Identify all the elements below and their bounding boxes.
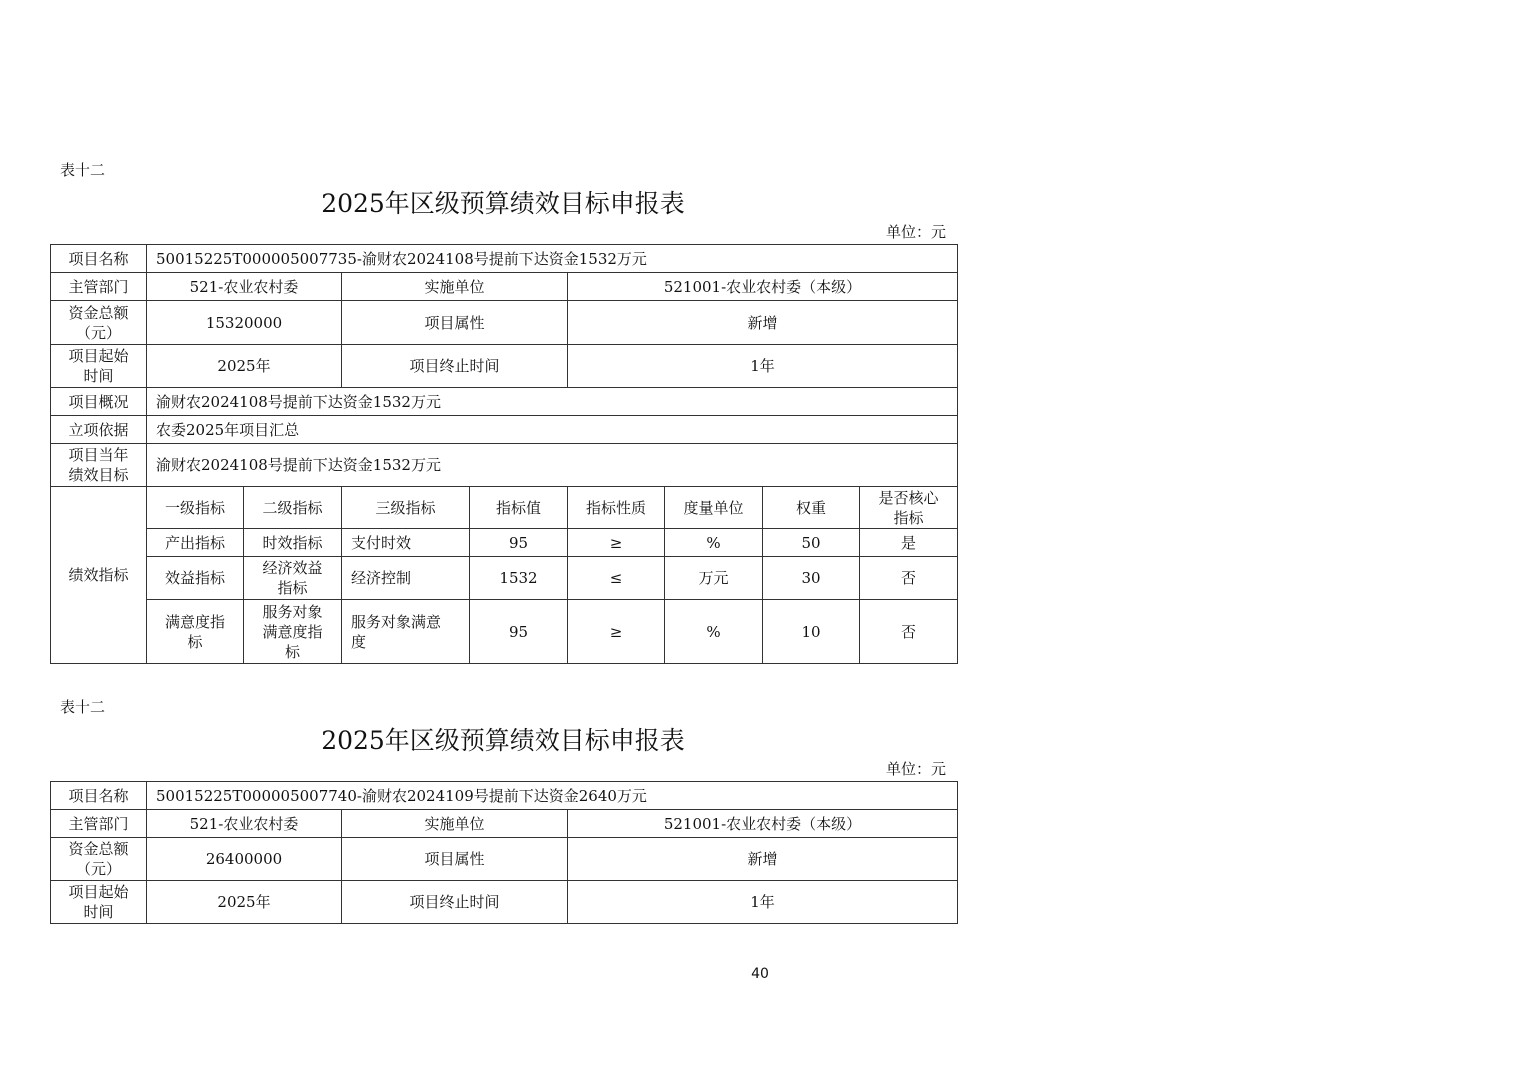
project-name: 50015225T000005007740-渝财农2024109号提前下达资金2640万元 [147,782,958,810]
table-row [51,245,958,273]
cell-label-line: 项目起始 [68,347,129,365]
cell-label [51,838,147,881]
cell-label: 项目终止时间 [342,345,568,388]
indicator-l3: 经济控制 [342,557,470,600]
table-row [51,838,958,881]
funds-value: 15320000 [147,301,342,345]
indicator-l2 [244,557,342,600]
budget-table-2 [50,781,958,924]
indicator-value: 95 [470,529,568,557]
indicator-l3: 支付时效 [342,529,470,557]
indicator-l2-line: 经济效益 [262,559,323,577]
indicator-l2-line: 指标 [277,579,308,597]
dept-value: 521-农业农村委 [147,810,342,838]
cell-label: 实施单位 [342,810,568,838]
unit-label: 单位：元 [885,760,946,778]
indicator-value: 1532 [470,557,568,600]
end-value: 1年 [568,345,958,388]
cell-label: 主管部门 [51,810,147,838]
page-title: 2025年区级预算绩效目标申报表 [321,189,685,218]
cell-label: 实施单位 [342,273,568,301]
cell-label-line: 资金总额 [68,303,129,322]
indicator-l2-line: 满意度指 [262,622,323,641]
cell-label: 项目名称 [51,245,147,273]
indicator-l2 [244,600,342,664]
column-header-line: 指标 [893,508,924,527]
table-row [51,444,958,487]
table-row [51,345,958,388]
project-name: 50015225T000005007735-渝财农2024108号提前下达资金1532万元 [147,245,958,273]
column-header: 指标性质 [568,487,665,529]
cell-label: 项目属性 [342,301,568,345]
indicator-weight: 10 [763,600,860,664]
table-row [51,487,958,529]
cell-label: 主管部门 [51,273,147,301]
indicator-l3-line: 服务对象满意 [351,612,442,631]
indicator-l1-line: 满意度指 [164,612,225,631]
table-label: 表十二 [60,161,106,179]
indicator-unit: % [665,529,763,557]
table-row [51,557,958,600]
unit-label: 单位：元 [885,223,946,241]
indicator-nature: ≥ [568,600,665,664]
column-header-line: 是否核心 [878,488,939,507]
attr-value: 新增 [568,838,958,881]
cell-label [51,881,147,924]
indicator-core: 是 [860,529,958,557]
column-header: 三级指标 [342,487,470,529]
cell-label: 项目概况 [51,388,147,416]
indicator-core: 否 [860,600,958,664]
table-row [51,782,958,810]
end-value: 1年 [568,881,958,924]
cell-label-line: （元） [75,323,121,342]
indicator-l1: 效益指标 [147,557,244,600]
column-header: 权重 [763,487,860,529]
indicator-nature: ≤ [568,557,665,600]
table-row [51,881,958,924]
cell-label [51,301,147,345]
dept-value: 521-农业农村委 [147,273,342,301]
column-header: 二级指标 [244,487,342,529]
basis-value: 农委2025年项目汇总 [147,416,958,444]
indicator-unit: % [665,600,763,664]
table-label: 表十二 [60,698,106,716]
cell-label-line: 时间 [83,367,114,385]
column-header: 指标值 [470,487,568,529]
indicator-weight: 50 [763,529,860,557]
cell-label-line: 时间 [83,903,114,921]
cell-label [51,345,147,388]
attr-value: 新增 [568,301,958,345]
table-row [51,529,958,557]
goal-value: 渝财农2024108号提前下达资金1532万元 [147,444,958,487]
cell-label-line: 项目当年 [68,446,129,464]
cell-label: 项目终止时间 [342,881,568,924]
table-row [51,388,958,416]
impl-value: 521001-农业农村委（本级） [568,273,958,301]
start-value: 2025年 [147,345,342,388]
indicator-l1-line: 标 [187,632,203,651]
indicator-unit: 万元 [665,557,763,600]
page-title: 2025年区级预算绩效目标申报表 [321,726,685,755]
column-header [860,487,958,529]
indicator-l1 [147,600,244,664]
table-row [51,416,958,444]
indicator-l2-line: 服务对象 [262,602,323,621]
cell-label [51,444,147,487]
cell-label: 项目名称 [51,782,147,810]
cell-label: 项目属性 [342,838,568,881]
table-row [51,301,958,345]
impl-value: 521001-农业农村委（本级） [568,810,958,838]
cell-label: 绩效指标 [51,487,147,664]
start-value: 2025年 [147,881,342,924]
funds-value: 26400000 [147,838,342,881]
indicator-l2-line: 标 [284,642,300,661]
indicator-l2: 时效指标 [244,529,342,557]
overview-value: 渝财农2024108号提前下达资金1532万元 [147,388,958,416]
cell-label-line: 绩效目标 [68,466,129,484]
table-row [51,600,958,664]
indicator-core: 否 [860,557,958,600]
table-row [51,810,958,838]
table-row [51,273,958,301]
indicator-weight: 30 [763,557,860,600]
column-header: 一级指标 [147,487,244,529]
cell-label-line: 资金总额 [68,840,129,858]
indicator-value: 95 [470,600,568,664]
cell-label-line: 项目起始 [68,883,129,901]
indicator-nature: ≥ [568,529,665,557]
column-header: 度量单位 [665,487,763,529]
indicator-l3-line: 度 [351,632,367,651]
indicator-l1: 产出指标 [147,529,244,557]
cell-label: 立项依据 [51,416,147,444]
cell-label-line: （元） [75,860,121,878]
budget-table-1 [50,244,958,664]
page-number: 40 [751,966,769,982]
indicator-l3 [342,600,470,664]
